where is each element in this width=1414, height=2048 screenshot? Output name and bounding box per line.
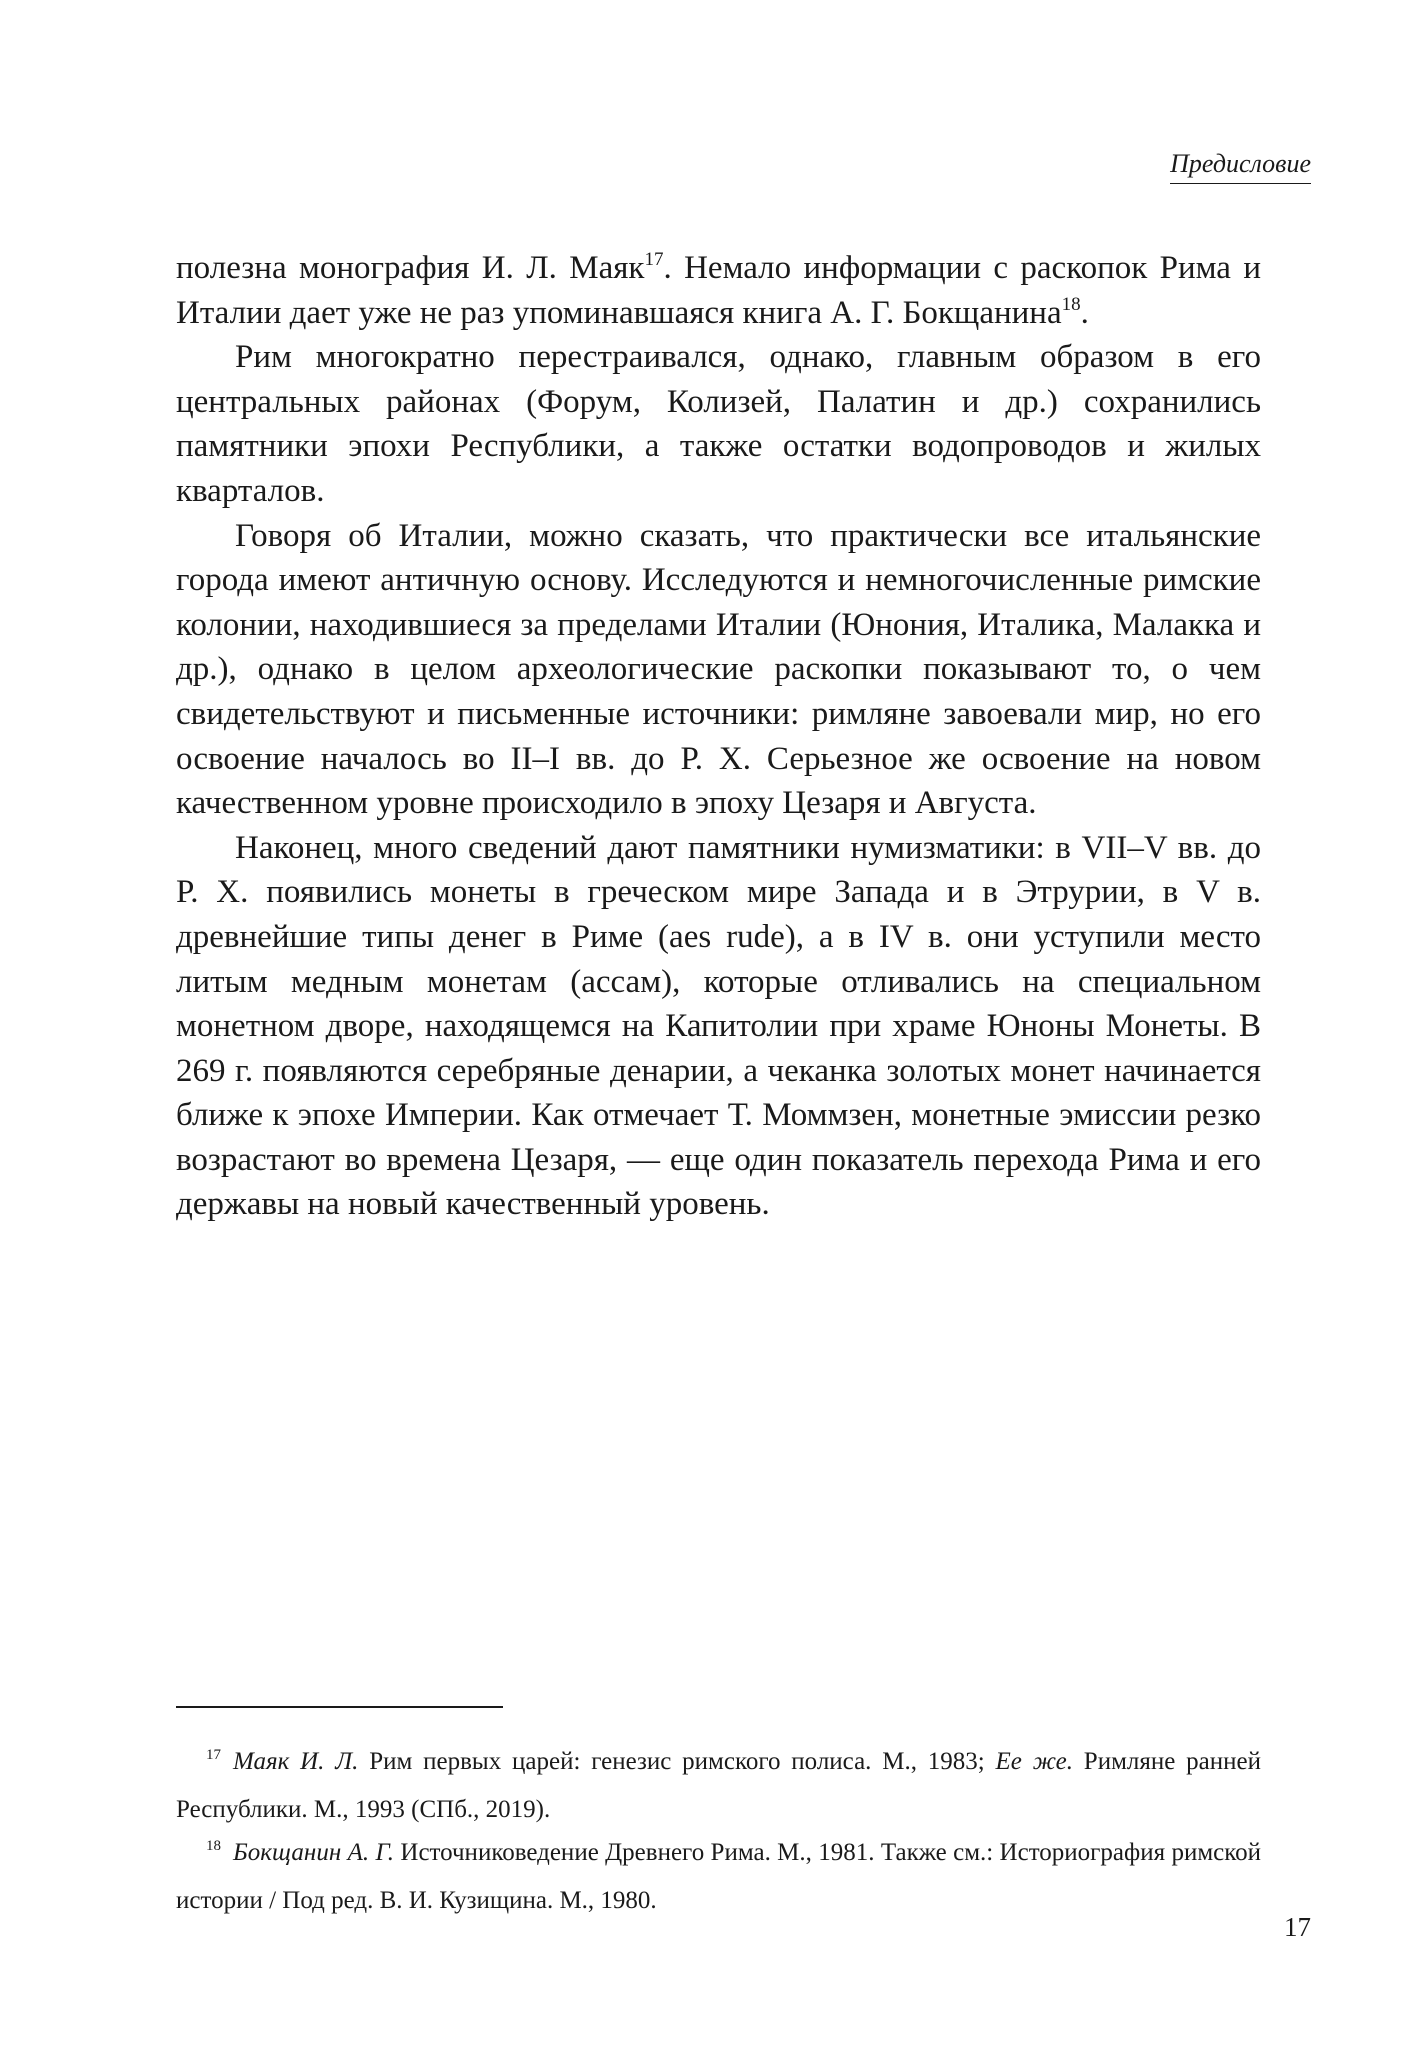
main-text	[176, 246, 1261, 1227]
footnote-author: Бокщанин А. Г.	[233, 1839, 395, 1866]
text-run: полезна монография И. Л. Маяк	[176, 250, 645, 286]
footnotes	[176, 1740, 1261, 1922]
footnote-author: Ее же.	[995, 1748, 1073, 1775]
paragraph-4	[176, 826, 1261, 1227]
text-run: .	[1080, 294, 1089, 331]
footnote-17	[176, 1740, 1261, 1831]
text-run: Рим многократно перестраивался, однако, главным образом в его центральных районах (Форум, Колизей, Палатин и др.) сохранились памятники эпохи Республики, а также остатки водопроводов и жилых кварталов.	[176, 339, 1261, 509]
paragraph-2	[176, 335, 1261, 513]
paragraph-1	[176, 246, 1261, 335]
footnote-text: Римляне ранней Республики. М., 1993 (СПб., 2019).	[176, 1748, 1261, 1823]
footnote-ref-17[interactable]: 17	[644, 249, 664, 270]
footnote-text: Рим первых царей: генезис римского полиса. М., 1983;	[358, 1748, 996, 1775]
page-number: 17	[1284, 1912, 1311, 1942]
running-head: Предисловие	[1170, 148, 1311, 184]
footnote-number: 17	[206, 1747, 221, 1763]
footnote-author: Маяк И. Л.	[233, 1748, 359, 1775]
footnote-number: 18	[206, 1838, 221, 1854]
text-run: Говоря об Италии, можно сказать, что практически все итальянские города имеют античную основу. Исследуются и немногочисленные римские колонии, находившиеся за пределами Италии (Юнония, Италика, Малакка и др.), однако в целом археологические раскопки показывают то, о чем свидетельствуют и письменные источники: римляне завоевали мир, но его освоение началось во II–I вв. до Р. Х. Серьезное же освоение на новом качественном уровне происходило в эпоху Цезаря и Августа.	[176, 517, 1261, 822]
text-run: Наконец, много сведений дают памятники нумизматики: в VII–V вв. до Р. Х. появились монеты в греческом мире Запада и в Этрурии, в V в. древнейшие типы денег в Риме (aes rude), а в IV в. они уступили место литым медным монетам (ассам), которые отливались на специальном монетном дворе, находящемся на Капитолии при храме Юноны Монеты. В 269 г. появляются серебряные денарии, а чеканка золотых монет начинается ближе к эпохе Империи. Как отмечает Т. Моммзен, монетные эмиссии резко возрастают во времена Цезаря, — еще один показатель перехода Рима и его державы на новый качественный уровень.	[176, 829, 1261, 1223]
paragraph-3	[176, 514, 1261, 826]
footnote-separator	[176, 1706, 503, 1708]
text-run: . Немало информации с раскопок Рима и Италии дает уже не раз упоминавшаяся книга А. Г. Бокщанина	[176, 250, 1261, 331]
footnote-18	[176, 1831, 1261, 1922]
footnote-text: Источниковедение Древнего Рима. М., 1981. Также см.: Историография римской истории / Под ред. В. И. Кузищина. М., 1980.	[176, 1839, 1261, 1914]
footnote-ref-18[interactable]: 18	[1061, 293, 1081, 315]
